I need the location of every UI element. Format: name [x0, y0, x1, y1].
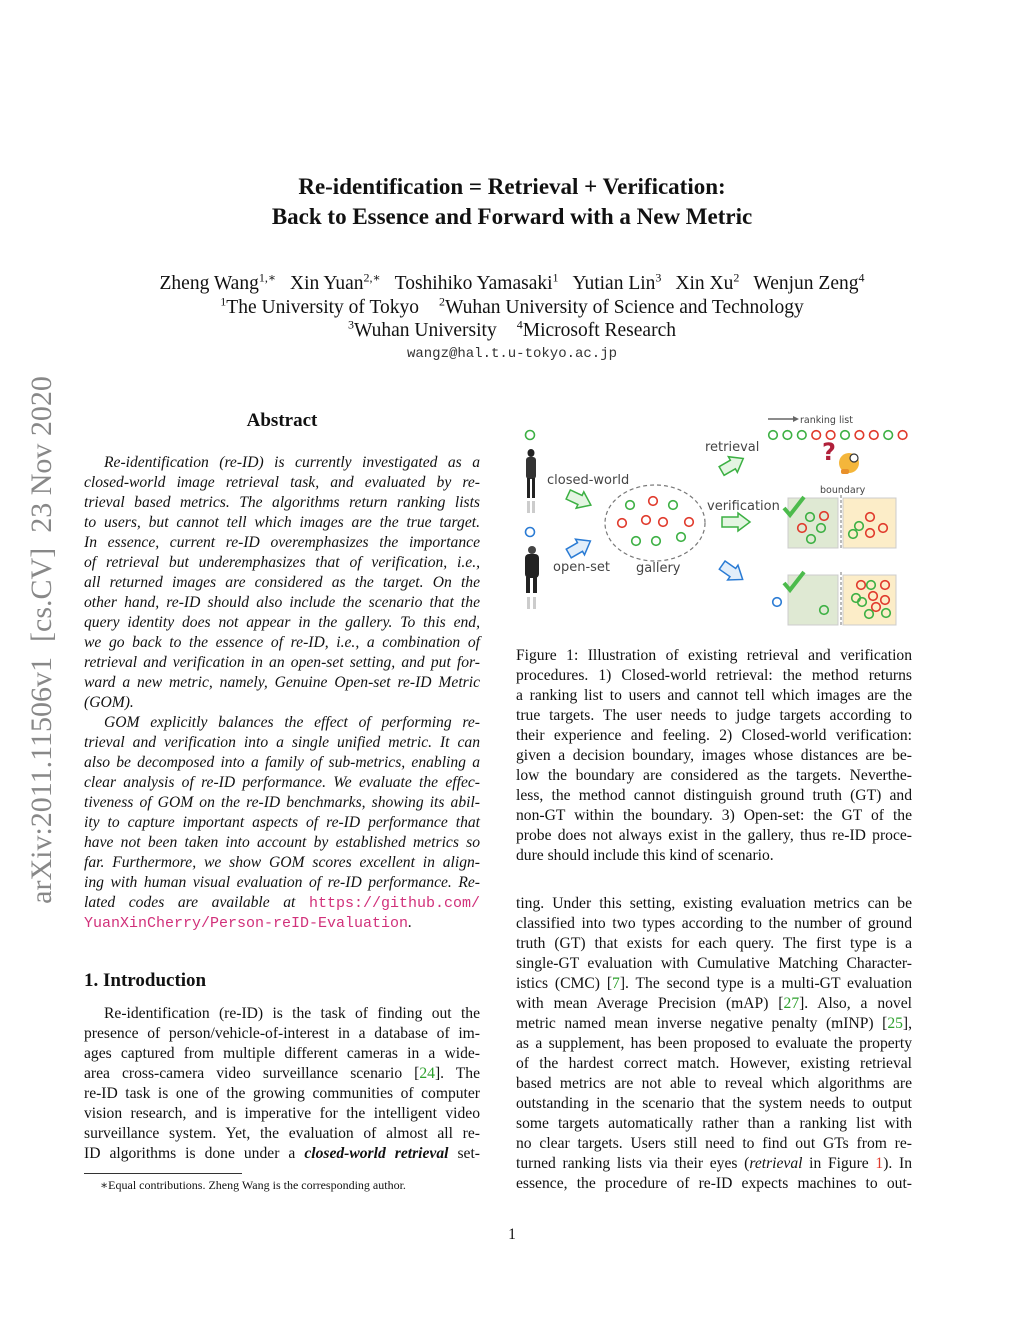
text-line — [84, 453, 480, 473]
text-segment: ages captured from multiple different cameras in a wide- — [84, 1045, 480, 1062]
author — [159, 270, 277, 294]
gallery-item-circle — [659, 518, 668, 527]
text-segment: trieval based metrics. The algorithms return ranking lists — [84, 494, 480, 511]
text-line — [516, 1094, 912, 1114]
text-segment: classified into two types according to the number of ground — [516, 915, 912, 932]
text-line — [84, 673, 480, 693]
text-line — [516, 1134, 912, 1154]
text-line — [84, 853, 480, 873]
text-segment: some targets automatically rather than a ranking list with — [516, 1115, 912, 1132]
label-gallery: gallery — [636, 561, 681, 576]
text-line — [84, 1064, 480, 1084]
text-segment: surveillance system. Yet, the evaluation of almost all re- — [84, 1125, 480, 1142]
author-name: Xin Yuan — [290, 272, 364, 294]
text-segment: clear analysis of re-ID performance. We evaluate the effec- — [84, 774, 480, 791]
ranking-item-circle — [783, 431, 792, 440]
text-line — [516, 1054, 912, 1074]
affiliation-mark: 4 — [516, 317, 523, 331]
text-segment: of the hardest correct match. However, existing retrieval — [516, 1055, 912, 1072]
text-line — [516, 1154, 912, 1174]
text-segment: ID algorithms is done under a — [84, 1145, 305, 1162]
text-line — [516, 974, 912, 994]
emphasis-text: retrieval — [749, 1155, 803, 1172]
text-line — [516, 806, 912, 826]
text-segment: all returned images are considered as the target. On the — [84, 574, 480, 591]
text-line — [84, 1104, 480, 1124]
text-line — [84, 1124, 480, 1144]
page-number: 1 — [508, 1226, 516, 1243]
text-segment: other hand, re-ID should also include the scenario that the — [84, 594, 480, 611]
text-line — [84, 653, 480, 673]
author — [753, 270, 865, 294]
author-list — [0, 270, 1024, 295]
text-line — [516, 1174, 912, 1194]
text-segment: have not been taken into account by established metrics so — [84, 834, 480, 851]
affiliation-name: Wuhan University of Science and Technology — [445, 296, 804, 318]
text-segment: based metrics are not able to reveal which algorithms are — [516, 1075, 912, 1092]
text-line — [516, 1034, 912, 1054]
text-segment: trieval and verification into a single unified metric. It can — [84, 734, 480, 751]
text-line — [84, 1084, 480, 1104]
text-line — [516, 746, 912, 766]
ranking-list-circles — [769, 431, 907, 440]
text-segment: we go back to the essence of re-ID, i.e., a combination of — [84, 634, 480, 651]
text-segment: Figure 1: Illustration of existing retrieval and verification — [516, 647, 912, 664]
paper-title-line1: Re-identification = Retrieval + Verification: — [298, 174, 726, 199]
text-line — [516, 726, 912, 746]
text-segment: with mean Average Precision (mAP) [ — [516, 995, 784, 1012]
author-affiliation-mark: 4 — [858, 270, 865, 284]
person-open-set-icon — [525, 528, 539, 610]
citation-link[interactable]: 25 — [887, 1015, 903, 1032]
text-segment: GOM explicitly balances the effect of performing re- — [104, 714, 480, 731]
citation-link[interactable]: 24 — [419, 1065, 435, 1082]
email[interactable]: wangz@hal.t.u-tokyo.ac.jp — [406, 346, 618, 362]
author — [675, 270, 740, 294]
text-line — [84, 913, 480, 933]
gallery-item-circle — [652, 537, 661, 546]
text-line — [84, 793, 480, 813]
affiliation-name: The University of Tokyo — [226, 296, 420, 318]
text-segment: vision research, and is imperative for the intelligent video — [84, 1105, 480, 1122]
text-segment: low the boundary are considered as the targets. Neverthe- — [516, 767, 912, 784]
text-segment: metric named mean inverse negative penalty (mINP) [ — [516, 1015, 888, 1032]
text-segment: query identity does not appear in the gallery. To this end, — [84, 614, 480, 631]
text-segment: ]. The second type is a multi-GT evaluation — [619, 975, 912, 992]
ranking-item-circle — [870, 431, 879, 440]
text-line — [84, 553, 480, 573]
arrow-closed-world-icon — [564, 486, 594, 513]
text-line — [84, 813, 480, 833]
text-line — [84, 1024, 480, 1044]
text-segment: in Figure — [802, 1155, 876, 1172]
ranking-item-circle — [841, 431, 850, 440]
text-segment: also be decomposed into a family of sub-metrics, enabling a — [84, 754, 480, 771]
affiliation-mark: 1 — [220, 294, 227, 308]
author-name: Xin Xu — [675, 272, 734, 294]
text-line — [84, 593, 480, 613]
text-line — [84, 1004, 480, 1024]
text-line — [84, 713, 480, 733]
author-affiliation-mark: 2,∗ — [363, 270, 381, 284]
text-segment: re-ID task is one of the growing communities of computer — [84, 1085, 480, 1102]
text-segment: ity to capture important aspects of re-ID performance that — [84, 814, 480, 831]
text-segment: closed-world image retrieval task, and evaluated by re- — [84, 474, 480, 491]
text-segment: tiveness of GOM on the re-ID benchmarks, showing its abil- — [84, 794, 480, 811]
text-line — [516, 1014, 912, 1034]
text-line — [84, 733, 480, 753]
text-segment: ward a new metric, namely, Genuine Open-set re-ID Metric — [84, 674, 480, 691]
text-line — [516, 646, 912, 666]
paper-title-line2: Back to Essence and Forward with a New Metric — [271, 204, 753, 229]
gallery-item-circle — [649, 497, 658, 506]
emphasis-text: closed-world retrieval — [304, 1145, 449, 1162]
text-line — [516, 766, 912, 786]
text-segment: In essence, current re-ID overemphasizes the importance — [84, 534, 480, 551]
code-url-link[interactable]: https://github.com/ — [308, 895, 480, 912]
gallery-item-circle — [632, 537, 641, 546]
text-segment: procedures. 1) Closed-world retrieval: the method returns — [516, 667, 912, 684]
text-segment: ]. The — [434, 1065, 480, 1082]
arrow-open-set-icon — [564, 533, 595, 561]
text-line — [516, 786, 912, 806]
text-line — [516, 666, 912, 686]
text-line — [516, 934, 912, 954]
text-segment: a ranking list to users and cannot tell which images are the — [516, 687, 912, 704]
ranking-arrow-icon — [768, 416, 799, 422]
text-segment: presence of person/vehicle-of-interest in a database of im- — [84, 1025, 480, 1042]
text-segment: far. Furthermore, we show GOM scores excellent in align- — [84, 854, 480, 871]
text-line — [84, 633, 480, 653]
text-line — [84, 493, 480, 513]
person-closed-world-icon — [526, 431, 537, 514]
affiliation — [220, 294, 420, 318]
text-segment: . — [408, 914, 412, 931]
author-affiliation-mark: 1,∗ — [258, 270, 276, 284]
text-segment: no clear targets. Users still need to find out GTs from re- — [516, 1135, 912, 1152]
author — [572, 270, 662, 294]
citation-link[interactable]: 7 — [612, 975, 620, 992]
author-name: Toshihiko Yamasaki — [394, 272, 553, 294]
text-segment: dure should include this kind of scenario. — [516, 847, 774, 864]
ranking-item-circle — [884, 431, 893, 440]
gallery-item-circle — [685, 518, 694, 527]
text-segment: Re-identification (re-ID) is the task of finding out the — [104, 1005, 480, 1022]
ranking-item-circle — [812, 431, 821, 440]
text-line — [516, 846, 912, 866]
label-boundary: boundary — [820, 485, 866, 496]
text-segment: as a supplement, has been proposed to evaluate the property — [516, 1035, 912, 1052]
text-line — [516, 826, 912, 846]
text-segment: truth (GT) that exists for each query. The first type is a — [516, 935, 912, 952]
text-segment: essence, the procedure of re-ID expects machines to out- — [516, 1175, 912, 1192]
text-line — [84, 893, 480, 913]
ranking-item-circle — [798, 431, 807, 440]
affiliation-name: Wuhan University — [354, 319, 497, 341]
author — [394, 270, 559, 294]
text-segment: probe does not always exist in the gallery, thus re-ID proce- — [516, 827, 912, 844]
arxiv-identifier[interactable]: arXiv:2011.11506v1 [cs.CV] 23 Nov 2020 — [25, 376, 58, 904]
text-segment: to users, but cannot tell which images are the true target. — [84, 514, 480, 531]
affiliation — [348, 317, 497, 341]
gallery-circles — [618, 497, 694, 546]
text-line — [516, 894, 912, 914]
gallery-item-circle — [642, 516, 651, 525]
author-affiliation-mark: 2 — [733, 270, 740, 284]
verification-closed-world-panel — [784, 495, 896, 550]
author-affiliation-mark: 1 — [552, 270, 559, 284]
text-line — [84, 1144, 480, 1164]
affiliation-mark: 3 — [348, 317, 354, 331]
text-segment: area cross-camera video surveillance scenario [ — [84, 1065, 420, 1082]
author-affiliation-mark: 3 — [655, 270, 662, 284]
text-segment: set- — [448, 1145, 480, 1162]
text-line — [516, 706, 912, 726]
question-mark-icon: ? — [822, 438, 836, 466]
affiliations-line2 — [0, 317, 1024, 342]
text-segment: ing with human visual evaluation of re-ID performance. Re- — [84, 874, 480, 891]
footnote-rule — [84, 1173, 242, 1174]
code-url-link[interactable]: YuanXinCherry/Person-reID-Evaluation — [84, 915, 409, 932]
text-segment: single-GT evaluation with Cumulative Matching Character- — [516, 955, 912, 972]
text-line — [84, 873, 480, 893]
text-line — [84, 513, 480, 533]
text-segment: ]. Also, a novel — [799, 995, 912, 1012]
text-segment: non-GT within the boundary. 3) Open-set: the GT of the — [516, 807, 912, 824]
gallery-item-circle — [618, 519, 627, 528]
text-segment: less, the method cannot distinguish ground truth (GT) and — [516, 787, 912, 804]
text-segment: turned ranking lists via their eyes ( — [516, 1155, 750, 1172]
text-line — [84, 573, 480, 593]
text-line — [84, 693, 480, 713]
gallery-item-circle — [677, 533, 686, 542]
affiliation — [516, 317, 676, 341]
text-segment: their experience and feeling. 2) Closed-world verification: — [516, 727, 912, 744]
section-heading-introduction: 1. Introduction — [84, 970, 207, 991]
ranking-item-circle — [769, 431, 778, 440]
text-segment: given a decision boundary, images whose distances are be- — [516, 747, 912, 764]
label-ranking-list: ranking list — [800, 415, 853, 426]
gallery-item-circle — [669, 501, 678, 510]
text-segment: ], — [902, 1015, 912, 1032]
ranking-item-circle — [855, 431, 864, 440]
author-name: Zheng Wang — [159, 272, 259, 294]
citation-link[interactable]: 27 — [783, 995, 800, 1012]
text-segment: (GOM). — [84, 694, 134, 711]
text-line — [84, 473, 480, 493]
label-verification: verification — [707, 499, 780, 514]
author — [290, 270, 381, 294]
text-segment: istics (CMC) [ — [516, 975, 613, 992]
text-segment: outstanding in the scenario that the system needs to output — [516, 1095, 912, 1112]
text-segment: ting. Under this setting, existing evaluation metrics can be — [516, 895, 912, 912]
text-segment: Re-identification (re-ID) is currently investigated as a — [104, 454, 480, 471]
gallery-item-circle — [626, 501, 635, 510]
text-line — [516, 1074, 912, 1094]
open-set-panel — [784, 572, 896, 627]
text-line — [516, 914, 912, 934]
text-line — [84, 833, 480, 853]
label-retrieval: retrieval — [705, 440, 760, 455]
text-line — [516, 1114, 912, 1134]
text-segment: ). In — [883, 1155, 912, 1172]
author-name: Wenjun Zeng — [753, 272, 859, 294]
ranking-item-circle — [898, 431, 907, 440]
affiliation-name: Microsoft Research — [522, 319, 676, 341]
text-line — [84, 533, 480, 553]
arrow-open-set-verification-icon — [717, 558, 748, 587]
open-set-probe-circle — [773, 598, 782, 607]
text-line — [84, 613, 480, 633]
text-line — [84, 1044, 480, 1064]
label-closed-world: closed-world — [547, 473, 630, 488]
abstract-heading: Abstract — [246, 410, 318, 431]
affiliations-line1 — [0, 294, 1024, 319]
text-segment: true targets. The user needs to judge targets according to — [516, 707, 912, 724]
text-segment: lated codes are available at — [84, 894, 309, 911]
thinking-face-icon — [839, 453, 859, 474]
text-line — [84, 753, 480, 773]
figure-1-illustration — [510, 405, 920, 630]
text-segment: retrieval and verification in an open-set setting, and put for- — [84, 654, 480, 671]
footnote: ∗Equal contributions. Zheng Wang is the corresponding author. — [100, 1178, 406, 1192]
figure-reference-link[interactable]: 1 — [875, 1155, 884, 1172]
affiliation — [439, 294, 804, 318]
text-line — [516, 954, 912, 974]
author-name: Yutian Lin — [572, 272, 656, 294]
text-line — [84, 773, 480, 793]
affiliation-mark: 2 — [439, 294, 446, 308]
text-line — [516, 686, 912, 706]
text-segment: of retrieval but underemphasizes that of verification, i.e., — [84, 554, 480, 571]
label-open-set: open-set — [553, 560, 611, 575]
arrow-verification-icon — [722, 513, 750, 531]
text-line — [516, 994, 912, 1014]
